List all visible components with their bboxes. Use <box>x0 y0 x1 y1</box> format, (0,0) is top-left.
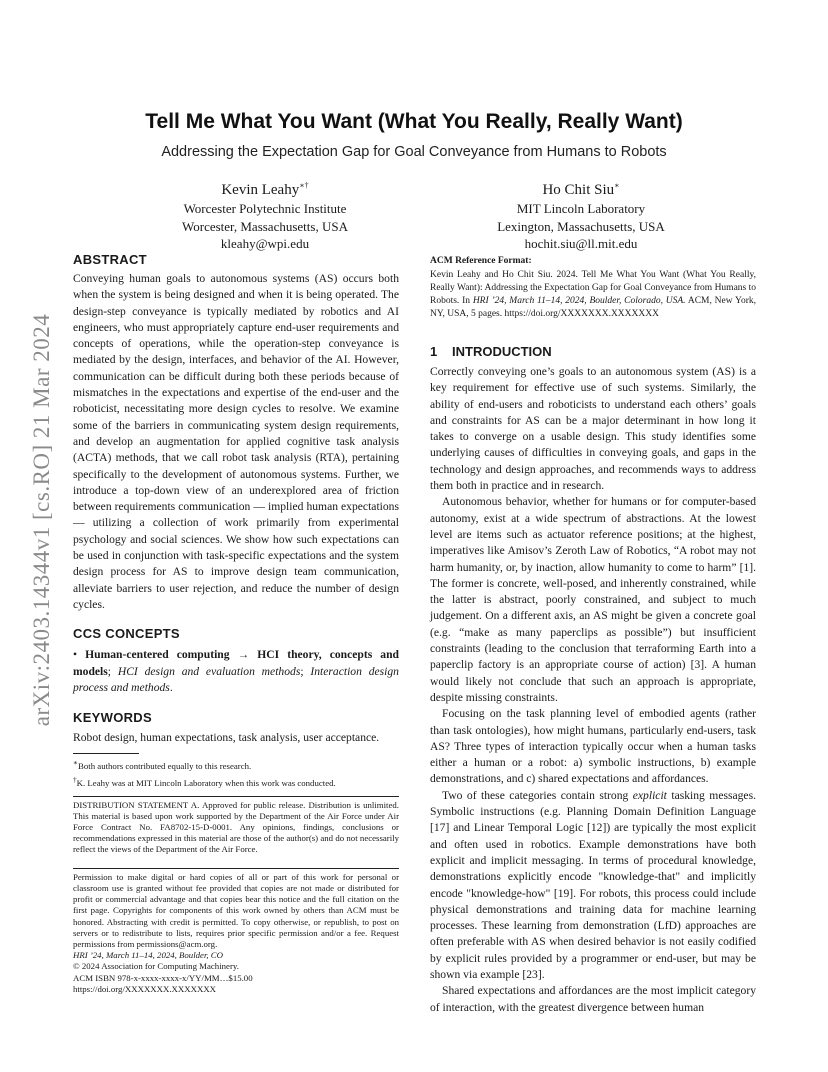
doi-line: https://doi.org/XXXXXXX.XXXXXXX <box>73 983 217 994</box>
conference-info: HRI ’24, March 11–14, 2024, Boulder, CO <box>73 950 224 961</box>
left-column <box>73 252 399 995</box>
intro-number: 1 <box>430 344 438 359</box>
distribution-statement: DISTRIBUTION STATEMENT A. Approved for public release. Distribution is unlimited. This material is based upon work supported by the Department of the Air Force under Air Force Contract No. FA8702-15-D-0001. Any opinions, findings, conclusions or recommendations expressed in this material are those of the author(s) and do not necessarily reflect the views of the Department of the Air Force. <box>73 799 399 855</box>
acm-ref-venue: HRI ’24, March 11–14, 2024, Boulder, Colorado, USA. <box>472 296 686 306</box>
abstract-heading: ABSTRACT <box>73 252 147 267</box>
permission-notice: Permission to make digital or hard copies of all or part of this work for personal or classroom use is granted without fee provided that copies are not made or distributed for profit or commercial advantage and that copies bear this notice and the full citation on the first page. Copyrights for components of this work owned by others than ACM must be honored. Abstracting with credit is permitted. To copy otherwise, or republish, to post on servers or to redistribute to lists, requires prior specific permission and/or a fee. Request permissions from permissions@acm.org. <box>73 871 399 949</box>
author-email-2: hochit.siu@ll.mit.edu <box>524 236 638 251</box>
abstract-text: Conveying human goals to autonomous systems (AS) occurs both when the system is being designed and when it is being operated. The design-step conveyance is typically mediated by robotics and AI engineers, who must appropriately capture end-user requirements and concepts of operations, while the operation-step conveyance is mediated by the design, interfaces, and behavior of the AI. However, communication can be difficult during both these periods because of mismatches in the expectations and expertise of the end-user and the roboticist, necessitating more design cycles to resolve. We examine some of the barriers in communicating system design requirements, and develop an augmentation for applied cognitive task analysis (ACTA) methods, that we call robot task analysis (RTA), pertaining specifically to the development of autonomous systems. Further, we introduce a top-down view of an underexplored area of friction between requirements communication — implied human expectations — utilizing a collection of work primarily from experimental psychology and social sciences. We show how such expectations can be used in conjunction with task-specific expectations and the system design process for AS to improve design team communication, alleviate barriers to user rejection, and reduce the number of design cycles. <box>73 272 399 611</box>
author-affiliation-1: Worcester Polytechnic Institute <box>183 201 347 216</box>
ccs-primary: Human-centered computing → HCI theory, concepts and models <box>73 648 399 678</box>
author-location-1: Worcester, Massachusetts, USA <box>182 218 348 234</box>
isbn-line: ACM ISBN 978-x-xxxx-xxxx-x/YY/MM…$15.00 <box>73 972 253 983</box>
author-location-2: Lexington, Massachusetts, USA <box>497 218 665 234</box>
intro-paragraph-2: Autonomous behavior, whether for humans or for computer-based autonomy, exist at a wide spectrum of abstractions. At the lowest level are items such as actuator reference positions; at the highest, imperatives like Amisov’s Zeroth Law of Robotics, “A robot may not harm humanity, or, by inaction, allow humanity to come to harm” [1]. The former is concrete, well-posed, and inherently constrained, while the latter is abstract, poorly constrained, and subject to much judgement. On a different axis, an AS might be given a concrete goal (e.g. “make as many paperclips as possible”) but insufficient constraints (leading to the conclusion that terraforming Earth into a paperclip factory is an appropriate course of action) [3]. A human would likely not conclude that such an approach is appropriate, despite missing constraints. <box>430 495 756 704</box>
footnote-divider <box>73 753 139 754</box>
intro-paragraph-4: Two of these categories contain strong explicit tasking messages. Symbolic instructions (e.g. Planning Domain Definition Language [17] and Linear Temporal Logic [12]) are typically the most explicit and often used in robotics. Example demonstrations have both explicit and implicit messaging. In terms of procedural knowledge, demonstrations explicitly encode "knowledge-that" and implicitly encode "knowledge-how" [19]. For robots, this process could include physical demonstrations and training data for machine learning processes. These learning from demonstration (LfD) approaches are often preferable with AS when desired behavior is not easily codified by explicit rules provided by a programmer or end-user, but may be shown via example [23]. <box>430 788 756 981</box>
ccs-text: • Human-centered computing → HCI theory, concepts and models; HCI design and evaluation methods; Interaction design process and methods. <box>73 648 399 694</box>
author-email-1: kleahy@wpi.edu <box>220 236 310 251</box>
author-marks-1: ∗† <box>299 181 309 190</box>
footnote-1: ∗Both authors contributed equally to this research. <box>73 758 252 772</box>
intro-paragraph-1: Correctly conveying one’s goals to an autonomous system (AS) is a key requirement for effective use of such systems. Similarly, the ability of end-users and roboticists to understand each others’ goals and constraints for AS can be a major determinant in how long it takes to converge on a usable design. This study identifies some underlying causes of difficulties in conveying goals, and gaps in the technology and design approaches, and recommends ways to address them both in practice and in research. <box>430 365 756 493</box>
keywords-heading: KEYWORDS <box>73 710 152 726</box>
ccs-item-1: HCI design and evaluation methods <box>117 664 301 678</box>
acm-ref-text: Kevin Leahy and Ho Chit Siu. 2024. Tell Me What You Want (What You Really, Really Want): Addressing the Expectation Gap for Goal Conveyance from Humans to Robots. In HRI ’24, March 11–14, 2024, Boulder, Colorado, USA. ACM, New York, NY, USA, 5 pages. https://doi.org/XXXXXXX.XXXXXXX <box>430 270 756 319</box>
arxiv-identifier <box>22 280 62 760</box>
intro-paragraph-5: Shared expectations and affordances are the most implicit category of interaction, with the greatest divergence between human <box>430 984 756 1014</box>
copyright-line: © 2024 Association for Computing Machinery. <box>73 961 239 972</box>
distribution-divider <box>73 796 399 797</box>
author-block-1 <box>135 176 395 253</box>
author-affiliation-2: MIT Lincoln Laboratory <box>516 201 646 216</box>
ccs-item-2: Interaction design process and methods <box>73 664 399 694</box>
author-block-2 <box>451 176 711 253</box>
author-name-1: Kevin Leahy∗† <box>221 181 309 198</box>
author-name-2: Ho Chit Siu∗ <box>542 181 620 198</box>
paper-title: Tell Me What You Want (What You Really, Really Want) <box>145 110 683 133</box>
arxiv-id-text: arXiv:2403.14344v1 [cs.RO] 21 Mar 2024 <box>29 313 54 727</box>
explicit-emphasis: explicit <box>632 788 667 802</box>
footnote-2: †K. Leahy was at MIT Lincoln Laboratory when this work was conducted. <box>73 774 336 788</box>
permission-divider <box>73 868 399 869</box>
author-marks-2: ∗ <box>614 181 620 190</box>
keywords-text: Robot design, human expectations, task analysis, user acceptance. <box>73 731 380 745</box>
paper-subtitle: Addressing the Expectation Gap for Goal Conveyance from Humans to Robots <box>161 144 667 160</box>
intro-paragraph-3: Focusing on the task planning level of embodied agents (rather than task ontologies), how might humans, particularly end-users, task AS? Three types of interaction typically occur when a human tasks either a human or a robot: a) symbolic instructions, b) example demonstrations, and c) shared expectations and affordances. <box>430 707 756 786</box>
intro-heading: 1 INTRODUCTION <box>430 344 552 359</box>
acm-ref-label: ACM Reference Format: <box>430 256 532 266</box>
ccs-heading: CCS CONCEPTS <box>73 626 180 642</box>
right-column <box>430 256 756 1016</box>
